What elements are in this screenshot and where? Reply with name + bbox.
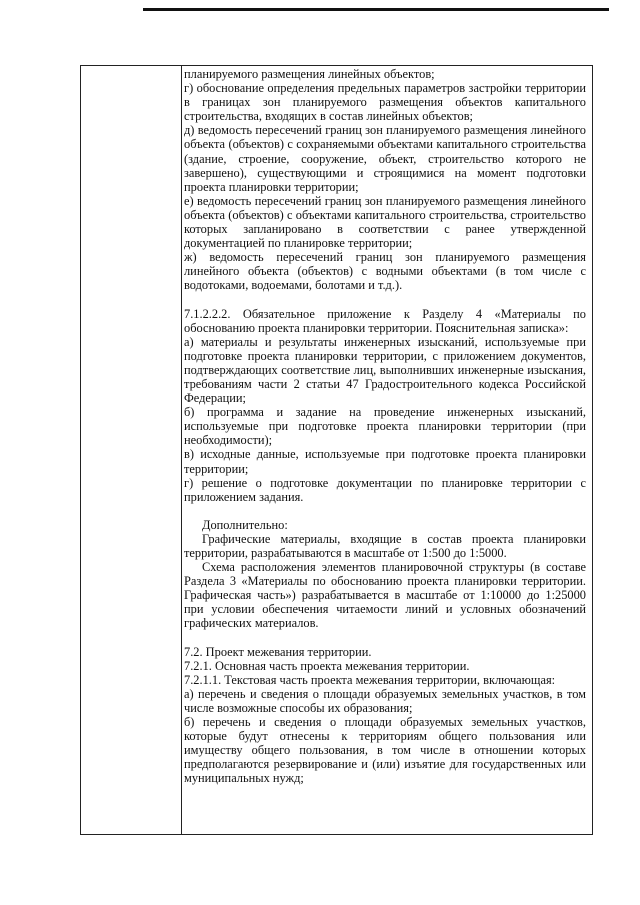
paragraph: Схема расположения элементов планировочной структуры (в составе Раздела 3 «Материалы по обоснованию проекта планировки территории. Графическая часть») разрабатывается в масштабе от 1:10000 до 1:25000 при условии обеспечения читаемости линий и условных обозначений графических материалов. [184, 560, 586, 631]
paragraph: 7.1.2.2.2. Обязательное приложение к Разделу 4 «Материалы по обоснованию проекта планировки территории. Пояснительная записка»: [184, 306, 586, 335]
paragraph: 7.2.1. Основная часть проекта межевания территории. [184, 658, 470, 673]
paragraph: г) решение о подготовке документации по планировке территории с приложением задания. [184, 475, 586, 504]
paragraph: г) обоснование определения предельных параметров застройки территории в границах зон планируемого размещения объектов капитального строительства, входящих в состав линейных объектов; [184, 81, 586, 124]
paragraph: б) программа и задание на проведение инженерных изысканий, используемые при подготовке проекта планировки территории (при необходимости); [184, 405, 586, 448]
table-right-column [182, 66, 588, 786]
paragraph: 7.2.1.1. Текстовая часть проекта межевания территории, включающая: [184, 672, 556, 687]
paragraph: Дополнительно: [202, 517, 288, 532]
paragraph: а) материалы и результаты инженерных изысканий, используемые при подготовке проекта планировки территории, с приложением документов, подтверждающих соответствие лиц, выполнивших инженерные изыскания, требованиям части 2 статьи 47 Градостроительного кодекса Российской Федерации; [184, 334, 586, 406]
paragraph: б) перечень и сведения о площади образуемых земельных участков, которые будут отнесены к территориям общего пользования или имуществу общего пользования, в том числе в отношении которых предполагаются резервирование и (или) изъятие для государственных или муниципальных нужд; [184, 715, 586, 786]
table-left-column [81, 66, 182, 834]
paragraph: планируемого размещения линейных объектов; [184, 67, 435, 81]
paragraph: е) ведомость пересечений границ зон планируемого размещения линейного объекта (объектов) с объектами капитального строительства, строительство которых запланировано в соответствии с ранее утвержденной документацией по планировке территории; [184, 193, 586, 251]
paragraph-spacer [184, 631, 586, 645]
paragraph-spacer [184, 504, 586, 518]
document-table [80, 65, 593, 835]
paragraph: а) перечень и сведения о площади образуемых земельных участков, в том числе возможные способы их образования; [184, 686, 586, 715]
paragraph: д) ведомость пересечений границ зон планируемого размещения линейного объекта (объектов) с сохраняемыми объектами капитального строительства (здание, строение, сооружение, объект, строительство которого не завершено), существующими и строящимися на момент подготовки проекта планировки территории; [184, 123, 586, 194]
paragraph: 7.2. Проект межевания территории. [184, 644, 372, 659]
paragraph: в) исходные данные, используемые при подготовке проекта планировки территории; [184, 447, 586, 476]
paragraph: Графические материалы, входящие в состав проекта планировки территории, разрабатываются в масштабе от 1:500 до 1:5000. [184, 531, 586, 560]
paragraph: ж) ведомость пересечений границ зон планируемого размещения линейного объекта (объектов) с водными объектами (в том числе с водотоками, водоемами, болотами и т.д.). [184, 250, 586, 293]
header-rule [143, 8, 609, 11]
paragraph-spacer [184, 293, 586, 307]
